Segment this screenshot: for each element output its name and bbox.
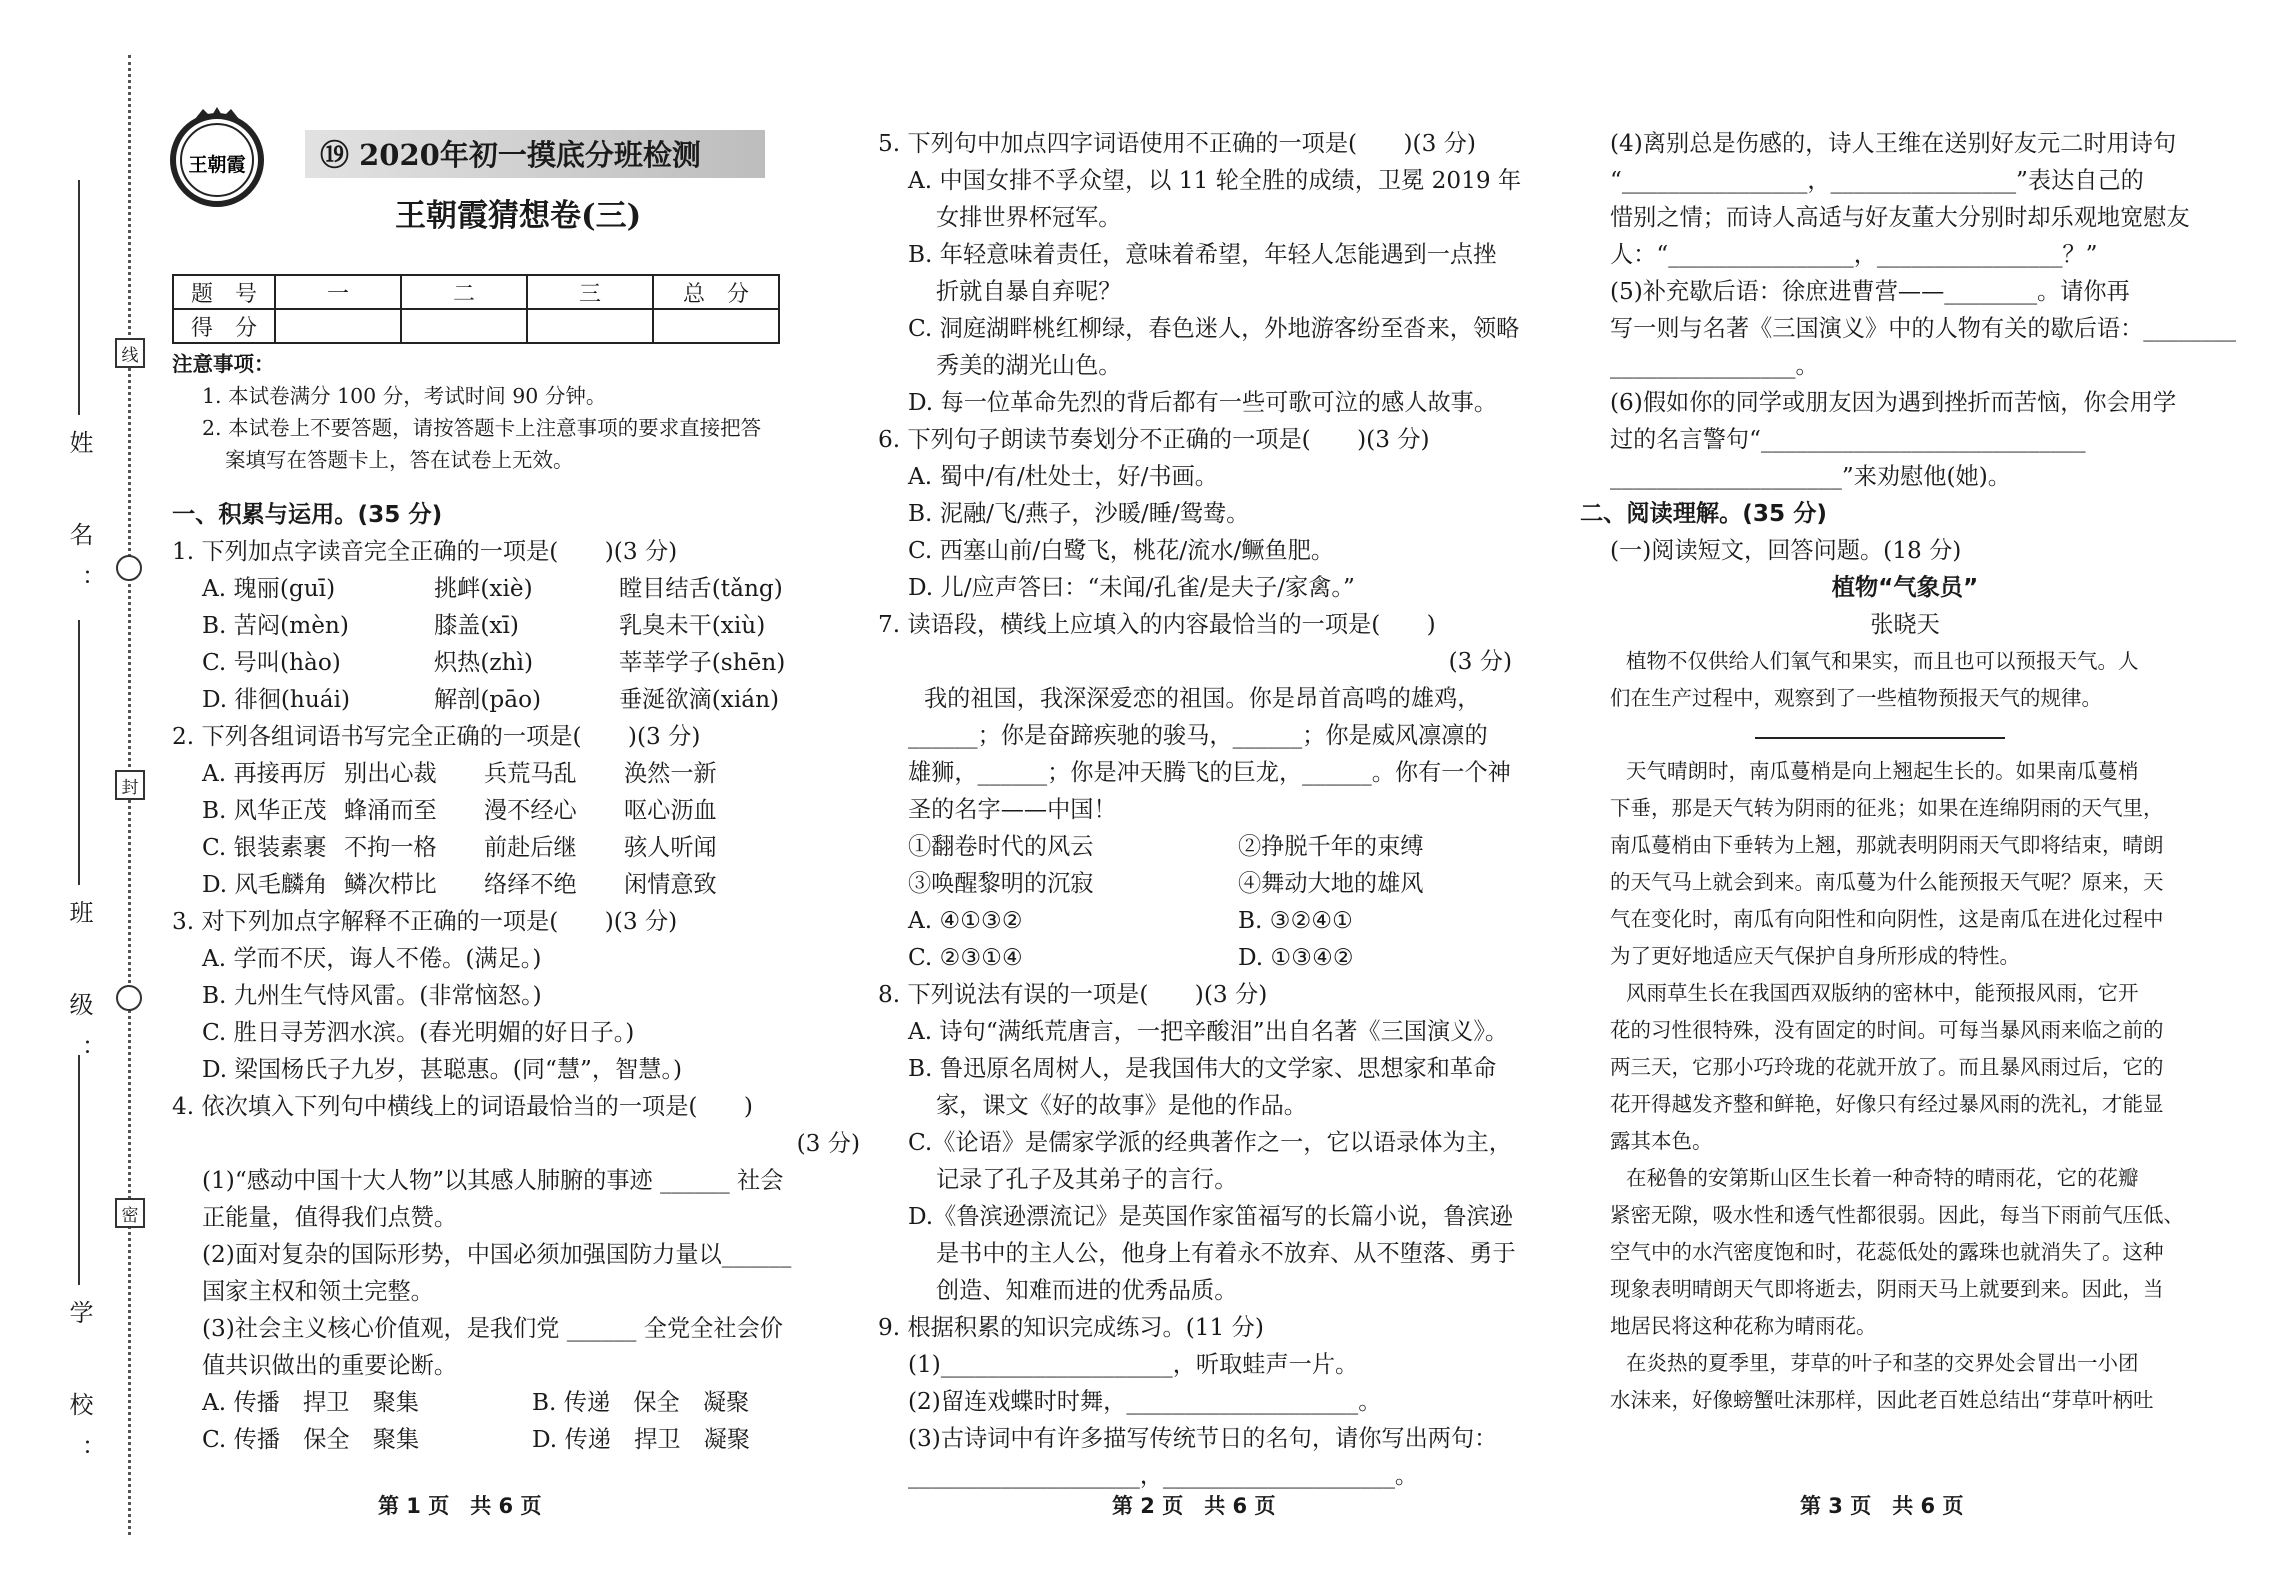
question-4: 4. 依次填入下列句中横线上的词语最恰当的一项是( ) (172, 1093, 753, 1120)
score-row-values (173, 309, 779, 343)
article-author: 张晓天 (1870, 611, 1940, 638)
option: C.《论语》是儒家学派的经典著作之一，它以语录体为主， (908, 1129, 1512, 1156)
option-cont: 女排世界杯冠军。 (936, 204, 1122, 231)
option-row (172, 607, 862, 644)
option: 垂涎欲滴(xián) (619, 686, 780, 713)
paragraph-line: 空气中的水汽密度饱和时，花蕊低处的露珠也就消失了。这种 (1610, 1240, 2164, 1264)
table-cell: 总 分 (653, 275, 779, 309)
notes (172, 348, 761, 476)
option: B. 年轻意味着责任，意味着希望，年轻人怎能遇到一点挫 (908, 241, 1497, 268)
notes-item: 1. 本试卷满分 100 分，考试时间 90 分钟。 (202, 384, 607, 408)
option: B. 苦闷(mèn) (202, 612, 349, 639)
passage-line: 圣的名字——中国！ (908, 796, 1117, 823)
paragraph-line: 们在生产过程中，观察到了一些植物预报天气的规律。 (1610, 686, 2102, 710)
table-cell: 一 (275, 275, 401, 309)
fill-blank: (2)留连戏蝶时时舞，____________________。 (908, 1388, 1382, 1415)
question-3: 3. 对下列加点字解释不正确的一项是( )(3 分) (172, 908, 678, 935)
option-row (172, 866, 862, 903)
binding-hole (116, 985, 142, 1011)
option: C. 西塞山前/白鹭飞，桃花/流水/鳜鱼肥。 (908, 537, 1335, 564)
option-row (172, 644, 862, 681)
option-row (172, 1421, 862, 1458)
logo-emblem (165, 105, 270, 210)
score-blank (653, 309, 779, 343)
question-8: 8. 下列说法有误的一项是( )(3 分) (878, 981, 1268, 1008)
option-row (878, 865, 1568, 902)
option-row (878, 828, 1568, 865)
section-heading: 一、积累与运用。(35 分) (172, 501, 443, 528)
table-cell: 题 号 (173, 275, 275, 309)
option: D. 徘徊(huái) (202, 686, 351, 713)
option: 前赴后继 (484, 834, 577, 861)
option: D. 风毛麟角 (202, 871, 328, 898)
option: A. ④①③② (908, 907, 1023, 934)
option-row (172, 570, 862, 607)
option: B. 风华正茂 (202, 797, 327, 824)
option: A. 诗句“满纸荒唐言，一把辛酸泪”出自名著《三国演义》。 (908, 1018, 1509, 1045)
paragraph-line: 植物不仅供给人们氧气和果实，而且也可以预报天气。人 (1626, 649, 2139, 673)
fill-blank: 惜别之情；而诗人高适与好友董大分别时却乐观地宽慰友 (1610, 204, 2190, 231)
paragraph-line: 在炎热的夏季里，芽草的叶子和茎的交界处会冒出一小团 (1626, 1351, 2139, 1375)
option: 蜂涌而至 (344, 797, 437, 824)
class-blank (78, 620, 80, 885)
name-label: 姓 名： (65, 430, 93, 614)
exam-number: ⑲ (320, 138, 350, 172)
question-5: 5. 下列句中加点四字词语使用不正确的一项是( )(3 分) (878, 130, 1476, 157)
option: D. 儿/应声答曰：“未闻/孔雀/是夫子/家禽。” (908, 574, 1355, 601)
option: ②挣脱千年的束缚 (1238, 833, 1424, 860)
option: 解剖(pāo) (434, 686, 542, 713)
fill-blank: (1)____________________，听取蛙声一片。 (908, 1351, 1359, 1378)
fill-blank: (3)古诗词中有许多描写传统节日的名句，请你写出两句： (908, 1425, 1498, 1452)
school-blank (78, 1055, 80, 1285)
option: ④舞动大地的雄风 (1238, 870, 1424, 897)
notes-title: 注意事项： (172, 352, 275, 376)
notes-item: 案填写在答题卡上，答在试卷上无效。 (225, 448, 574, 472)
page-number-2: 第 2 页 共 6 页 (1112, 1494, 1276, 1518)
divider (1755, 737, 2005, 739)
option: 莘莘学子(shēn) (619, 649, 786, 676)
option: A. 蜀中/有/杜处士，好/书画。 (908, 463, 1218, 490)
question-7: 7. 读语段，横线上应填入的内容最恰当的一项是( ) (878, 611, 1436, 638)
seal-mark-line: 线 (115, 338, 145, 368)
column-1 (172, 496, 862, 1458)
question-6: 6. 下列句子朗读节奏划分不正确的一项是( )(3 分) (878, 426, 1430, 453)
question-text: (1)“感动中国十大人物”以其感人肺腑的事迹 ______ 社会 (202, 1167, 784, 1194)
option: 兵荒马乱 (484, 760, 577, 787)
option: 炽热(zhì) (434, 649, 534, 676)
option: C. 号叫(hào) (202, 649, 341, 676)
score-note: (3 分) (796, 1130, 860, 1157)
question-text: (2)面对复杂的国际形势，中国必须加强国防力量以______ (202, 1241, 792, 1268)
exam-title (320, 133, 701, 174)
fill-blank: ____________________，____________________。 (908, 1462, 1419, 1489)
part-heading: (一)阅读短文，回答问题。(18 分) (1610, 537, 1962, 564)
option-cont: 秀美的湖光山色。 (936, 352, 1122, 379)
option: 乳臭未干(xiù) (619, 612, 766, 639)
page-number-1: 第 1 页 共 6 页 (378, 1494, 542, 1518)
option: C. 传播 保全 聚集 (202, 1426, 420, 1453)
option: A. 传播 捍卫 聚集 (202, 1389, 419, 1416)
option-cont: 是书中的主人公，他身上有着永不放弃、从不堕落、勇于 (936, 1240, 1516, 1267)
option: D. 梁国杨氏子九岁，甚聪惠。(同“慧”，智慧。) (202, 1056, 683, 1083)
option: 涣然一新 (624, 760, 717, 787)
option: 膝盖(xī) (434, 612, 519, 639)
fill-blank: (4)离别总是伤感的，诗人王维在送别好友元二时用诗句 (1610, 130, 2177, 157)
question-9: 9. 根据积累的知识完成练习。(11 分) (878, 1314, 1264, 1341)
option: 挑衅(xiè) (434, 575, 533, 602)
question-1: 1. 下列加点字读音完全正确的一项是( )(3 分) (172, 538, 678, 565)
paragraph-line: 天气晴朗时，南瓜蔓梢是向上翘起生长的。如果南瓜蔓梢 (1626, 759, 2139, 783)
exam-subtitle: 王朝霞猜想卷(三) (395, 198, 642, 234)
fill-blank: ____________________”来劝慰他(她)。 (1610, 463, 2011, 490)
table-cell: 得 分 (173, 309, 275, 343)
paragraph-line: 气在变化时，南瓜有向阳性和向阴性，这是南瓜在进化过程中 (1610, 907, 2164, 931)
option: A. 再接再厉 (202, 760, 327, 787)
passage-line: 我的祖国，我深深爱恋的祖国。你是昂首高鸣的雄鸡， (924, 685, 1481, 712)
paragraph-line: 在秘鲁的安第斯山区生长着一种奇特的晴雨花，它的花瓣 (1626, 1166, 2139, 1190)
column-2 (878, 125, 1568, 1494)
paragraph-line: 露其本色。 (1610, 1129, 1713, 1153)
seal-mark-seal: 封 (115, 770, 145, 800)
paragraph-line: 花的习性很特殊，没有固定的时间。可每当暴风雨来临之前的 (1610, 1018, 2164, 1042)
fill-blank: 过的名言警句“____________________________ (1610, 426, 2086, 453)
option: C. 胜日寻芳泗水滨。(春光明媚的好日子。) (202, 1019, 635, 1046)
score-blank (401, 309, 527, 343)
option: ③唤醒黎明的沉寂 (908, 870, 1094, 897)
question-2: 2. 下列各组词语书写完全正确的一项是( )(3 分) (172, 723, 701, 750)
option-cont: 记录了孔子及其弟子的言行。 (936, 1166, 1238, 1193)
option-row (878, 939, 1568, 976)
option: A. 瑰丽(guī) (202, 575, 336, 602)
option: D. ①③④② (1238, 944, 1354, 971)
page-number-3: 第 3 页 共 6 页 (1800, 1494, 1964, 1518)
option: B. 九州生气恃风雷。(非常恼怒。) (202, 982, 542, 1009)
option: D.《鲁滨逊漂流记》是英国作家笛福写的长篇小说，鲁滨逊 (908, 1203, 1513, 1230)
name-blank (78, 180, 80, 415)
table-cell: 三 (527, 275, 653, 309)
question-text: (3)社会主义核心价值观，是我们党 ______ 全党全社会价 (202, 1315, 783, 1342)
option-row (172, 829, 862, 866)
option: C. ②③①④ (908, 944, 1023, 971)
class-label: 班 级： (65, 900, 93, 1084)
option-cont: 创造、知难而进的优秀品质。 (936, 1277, 1238, 1304)
score-row-header (173, 275, 779, 309)
paragraph-line: 为了更好地适应天气保护自身所形成的特性。 (1610, 944, 2020, 968)
score-table (172, 274, 780, 344)
option: 瞠目结舌(tǎng) (619, 575, 783, 602)
seal-mark-secret: 密 (115, 1198, 145, 1228)
option-cont: 家，课文《好的故事》是他的作品。 (936, 1092, 1307, 1119)
passage-line: ______；你是奋蹄疾驰的骏马，______；你是威风凛凛的 (908, 722, 1488, 749)
score-blank (527, 309, 653, 343)
paragraph-line: 南瓜蔓梢由下垂转为上翘，那就表明阴雨天气即将结束，晴朗 (1610, 833, 2164, 857)
section-heading: 二、阅读理解。(35 分) (1580, 500, 1828, 527)
article-title: 植物“气象员” (1831, 574, 1979, 601)
fill-blank: 人：“________________，________________？” (1610, 241, 2098, 268)
option: B. 传递 保全 凝聚 (532, 1389, 750, 1416)
option: B. 泥融/飞/燕子，沙暖/睡/鸳鸯。 (908, 500, 1250, 527)
option: B. ③②④① (1238, 907, 1353, 934)
option-row (172, 792, 862, 829)
passage-line: 雄狮，______；你是冲天腾飞的巨龙，______。你有一个神 (908, 759, 1511, 786)
option-row (878, 902, 1568, 939)
option: 络绎不绝 (484, 871, 577, 898)
fill-blank: “________________，________________”表达自己的 (1610, 167, 2144, 194)
option: B. 鲁迅原名周树人，是我国伟大的文学家、思想家和革命 (908, 1055, 1497, 1082)
option: 呕心沥血 (624, 797, 717, 824)
option: 骇人听闻 (624, 834, 717, 861)
option-row (172, 755, 862, 792)
paragraph-line: 下垂，那是天气转为阴雨的征兆；如果在连绵阴雨的天气里， (1610, 796, 2164, 820)
option-cont: 折就自暴自弃呢？ (936, 278, 1122, 305)
question-text: 值共识做出的重要论断。 (202, 1352, 458, 1379)
fill-blank: (6)假如你的同学或朋友因为遇到挫折而苦恼，你会用学 (1610, 389, 2177, 416)
option: D. 每一位革命先烈的背后都有一些可歌可泣的感人故事。 (908, 389, 1498, 416)
question-text: 国家主权和领土完整。 (202, 1278, 434, 1305)
score-blank (275, 309, 401, 343)
option: 闲情意致 (624, 871, 717, 898)
notes-item: 2. 本试卷上不要答题，请按答题卡上注意事项的要求直接把答 (202, 416, 762, 440)
option: ①翻卷时代的风云 (908, 833, 1094, 860)
paragraph-line: 现象表明晴朗天气即将逝去，阴雨天马上就要到来。因此，当 (1610, 1277, 2164, 1301)
table-cell: 二 (401, 275, 527, 309)
option-row (172, 681, 862, 718)
option: C. 洞庭湖畔桃红柳绿，春色迷人，外地游客纷至沓来，领略 (908, 315, 1520, 342)
option: 别出心裁 (344, 760, 437, 787)
logo-text: 王朝霞 (188, 154, 246, 176)
exam-title-text: 2020年初一摸底分班检测 (359, 138, 701, 172)
binding-hole (116, 555, 142, 581)
option: 不拘一格 (344, 834, 437, 861)
paragraph-line: 的天气马上就会到来。南瓜蔓为什么能预报天气呢？原来，天 (1610, 870, 2164, 894)
paragraph-line: 紧密无隙，吸水性和透气性都很弱。因此，每当下雨前气压低、 (1610, 1203, 2184, 1227)
paragraph-line: 两三天，它那小巧玲珑的花就开放了。而且暴风雨过后，它的 (1610, 1055, 2164, 1079)
paragraph-line: 水沫来，好像螃蟹吐沫那样，因此老百姓总结出“芽草叶柄吐 (1610, 1388, 2154, 1412)
article-body (1580, 753, 2236, 1419)
column-3 (1580, 125, 2236, 1419)
option: A. 中国女排不孚众望，以 11 轮全胜的成绩，卫冕 2019 年 (908, 167, 1522, 194)
option: 漫不经心 (484, 797, 577, 824)
fill-blank: 写一则与名著《三国演义》中的人物有关的歇后语：________ (1610, 315, 2237, 342)
school-label: 学 校： (65, 1300, 93, 1484)
fill-blank: ________________。 (1610, 352, 1819, 379)
paragraph-line: 风雨草生长在我国西双版纳的密林中，能预报风雨，它开 (1626, 981, 2139, 1005)
score-note: (3 分) (1448, 648, 1512, 675)
paragraph-line: 地居民将这种花称为晴雨花。 (1610, 1314, 1877, 1338)
option: A. 学而不厌，诲人不倦。(满足。) (202, 945, 542, 972)
question-text: 正能量，值得我们点赞。 (202, 1204, 458, 1231)
option-row (172, 1384, 862, 1421)
option: C. 银装素裹 (202, 834, 327, 861)
fill-blank: (5)补充歇后语：徐庶进曹营——________。请你再 (1610, 278, 2130, 305)
paragraph-line: 花开得越发齐整和鲜艳，好像只有经过暴风雨的洗礼，才能显 (1610, 1092, 2164, 1116)
option: 鳞次栉比 (344, 871, 437, 898)
option: D. 传递 捍卫 凝聚 (532, 1426, 751, 1453)
